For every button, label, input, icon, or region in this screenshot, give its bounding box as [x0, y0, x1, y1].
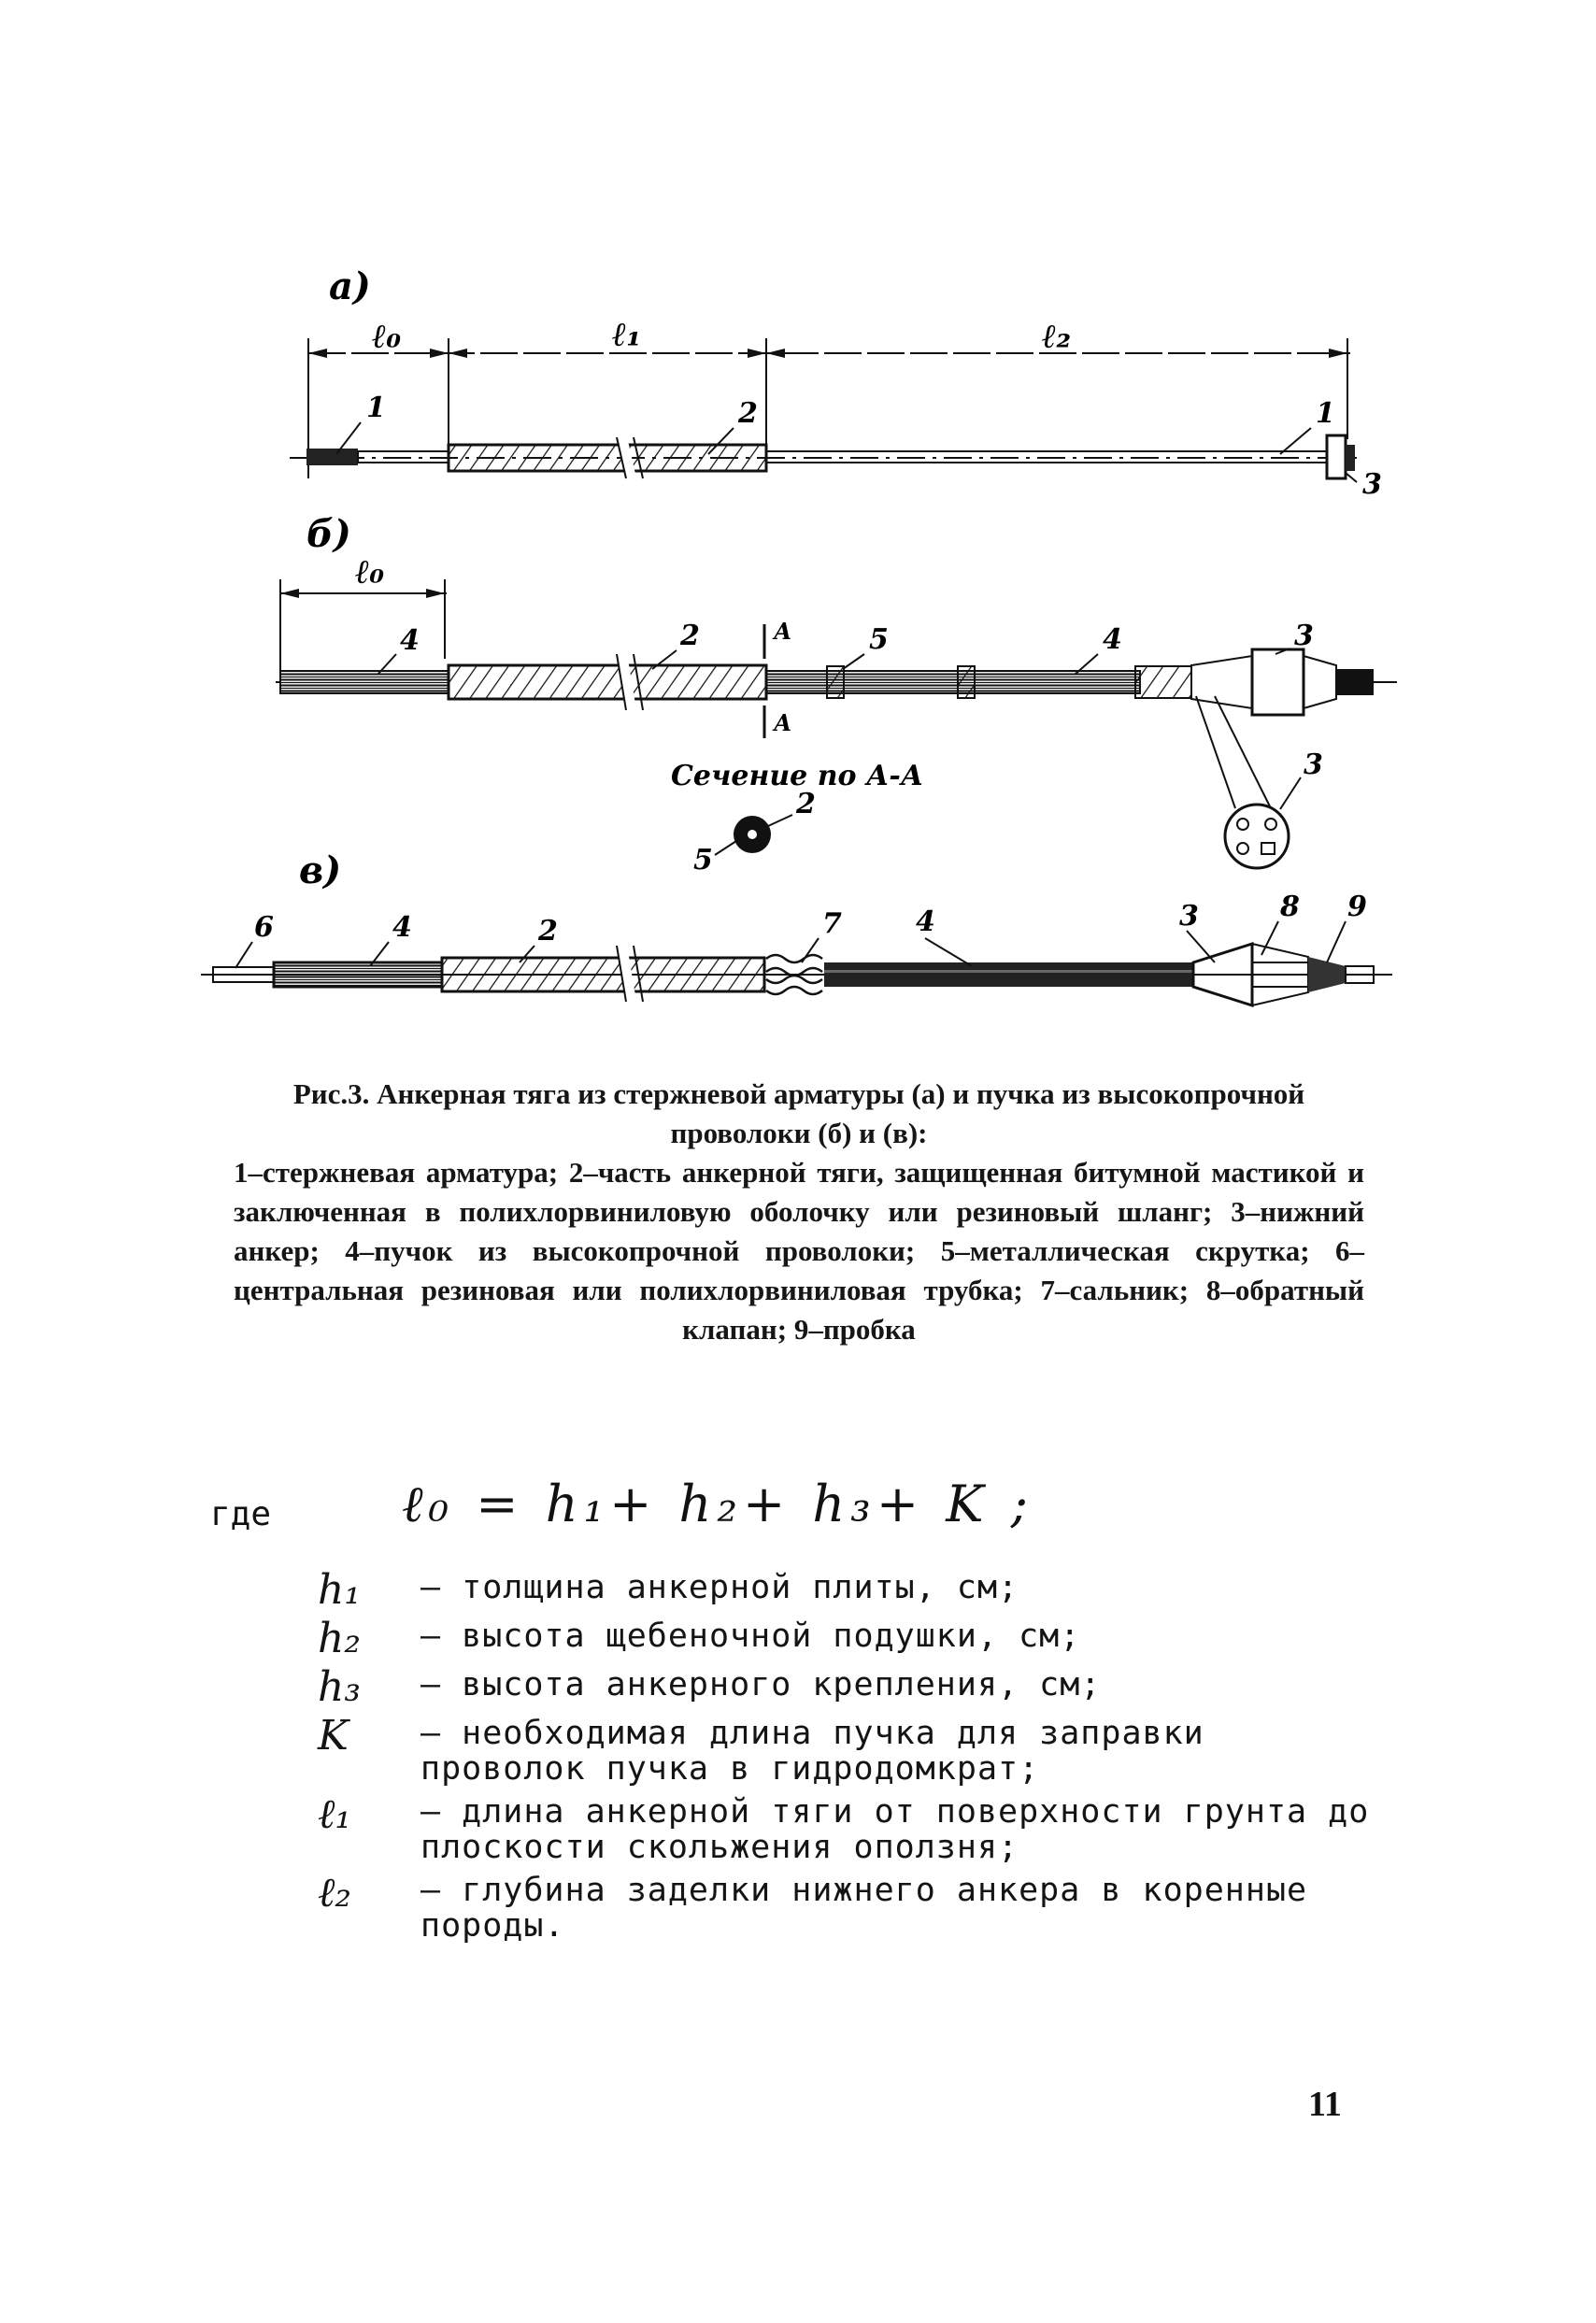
section-mark-bottom: А [774, 709, 792, 736]
panel-c-label: в) [299, 848, 342, 892]
definition-symbol: h₃ [318, 1663, 361, 1711]
callout-c-4: 4 [392, 911, 412, 944]
figure-caption [234, 1075, 1364, 1349]
definition-item [318, 1663, 1383, 1711]
callout-b-3: 3 [1294, 620, 1314, 652]
definition-item [318, 1615, 1383, 1662]
definition-symbol: K [318, 1712, 349, 1760]
callout-b-2: 2 [680, 620, 700, 652]
panel-b [276, 512, 1397, 876]
callout-b-4b: 4 [1103, 623, 1122, 656]
formula-l0: ℓ₀ = h₁+ h₂+ h₃+ K ; [402, 1475, 1033, 1533]
callout-c-3: 3 [1179, 900, 1199, 933]
callout-b-5: 5 [869, 623, 889, 656]
section-callout-3: 3 [1304, 748, 1323, 781]
caption-legend: 1–стержневая арматура; 2–часть анкерной тяги, защищенная битумной мастикой и заключенная в полихлорвиниловую оболочку или резиновый шланг; 3–нижний анкер; 4–пучок из высокопрочной проволоки; 5–металлическая скрутка; 6–центральная резиновая или полихлорвиниловая трубка; 7–сальник; 8–обратный клапан; 9–пробка [234, 1156, 1364, 1346]
callout-c-7: 7 [822, 907, 842, 940]
section-callout-2: 2 [796, 788, 816, 820]
definition-symbol: h₂ [318, 1615, 361, 1662]
definition-item [318, 1712, 1383, 1788]
anchor-rod-figure [0, 0, 1596, 1056]
callout-a-2: 2 [738, 397, 758, 430]
callout-c-4b: 4 [916, 905, 935, 938]
definition-text: – необходимая длина пучка для заправки проволок пучка в гидродомкрат; [420, 1715, 1204, 1788]
caption-title: Рис.3. Анкерная тяга из стержневой арматуры (а) и пучка из высокопрочной проволоки (б) и (в): [292, 1077, 1305, 1149]
definitions-list [318, 1566, 1383, 1951]
definition-text: – высота щебеночной подушки, см; [420, 1618, 1081, 1655]
definition-text: – длина анкерной тяги от поверхности грунта до плоскости скольжения оползня; [420, 1793, 1370, 1866]
callout-c-8: 8 [1280, 891, 1300, 923]
definition-symbol: h₁ [318, 1566, 361, 1614]
section-title: Сечение по А-А [671, 760, 924, 792]
definition-item [318, 1869, 1383, 1945]
callout-b-4: 4 [400, 624, 420, 657]
definition-text: – толщина анкерной плиты, см; [420, 1569, 1019, 1606]
callout-c-9: 9 [1347, 891, 1367, 923]
definition-symbol: ℓ₂ [318, 1869, 351, 1917]
callout-a-3: 3 [1362, 468, 1382, 501]
definition-text: – глубина заделки нижнего анкера в коренные породы. [420, 1872, 1308, 1945]
page-number: 11 [1308, 2085, 1342, 2124]
anchor-detail-circle [1225, 805, 1289, 868]
dim-l0-b: ℓ₀ [355, 552, 385, 591]
callout-a-1: 1 [366, 392, 386, 424]
where-label: где [210, 1495, 272, 1533]
definition-item [318, 1566, 1383, 1614]
panel-b-label: б) [306, 512, 351, 556]
section-callout-5: 5 [693, 844, 713, 876]
definition-symbol: ℓ₁ [318, 1790, 351, 1838]
definition-item [318, 1790, 1383, 1866]
dim-l1-a: ℓ₁ [612, 315, 642, 354]
callout-c-6: 6 [254, 911, 274, 944]
section-mark-top: А [774, 618, 792, 645]
callout-a-1b: 1 [1316, 397, 1335, 430]
panel-a-label: а) [329, 264, 371, 308]
dim-l2-a: ℓ₂ [1042, 317, 1072, 356]
definition-text: – высота анкерного крепления, см; [420, 1666, 1102, 1703]
callout-c-2: 2 [538, 915, 558, 948]
dim-l0-a: ℓ₀ [372, 317, 402, 356]
panel-c [201, 848, 1392, 1005]
panel-a [290, 264, 1382, 501]
